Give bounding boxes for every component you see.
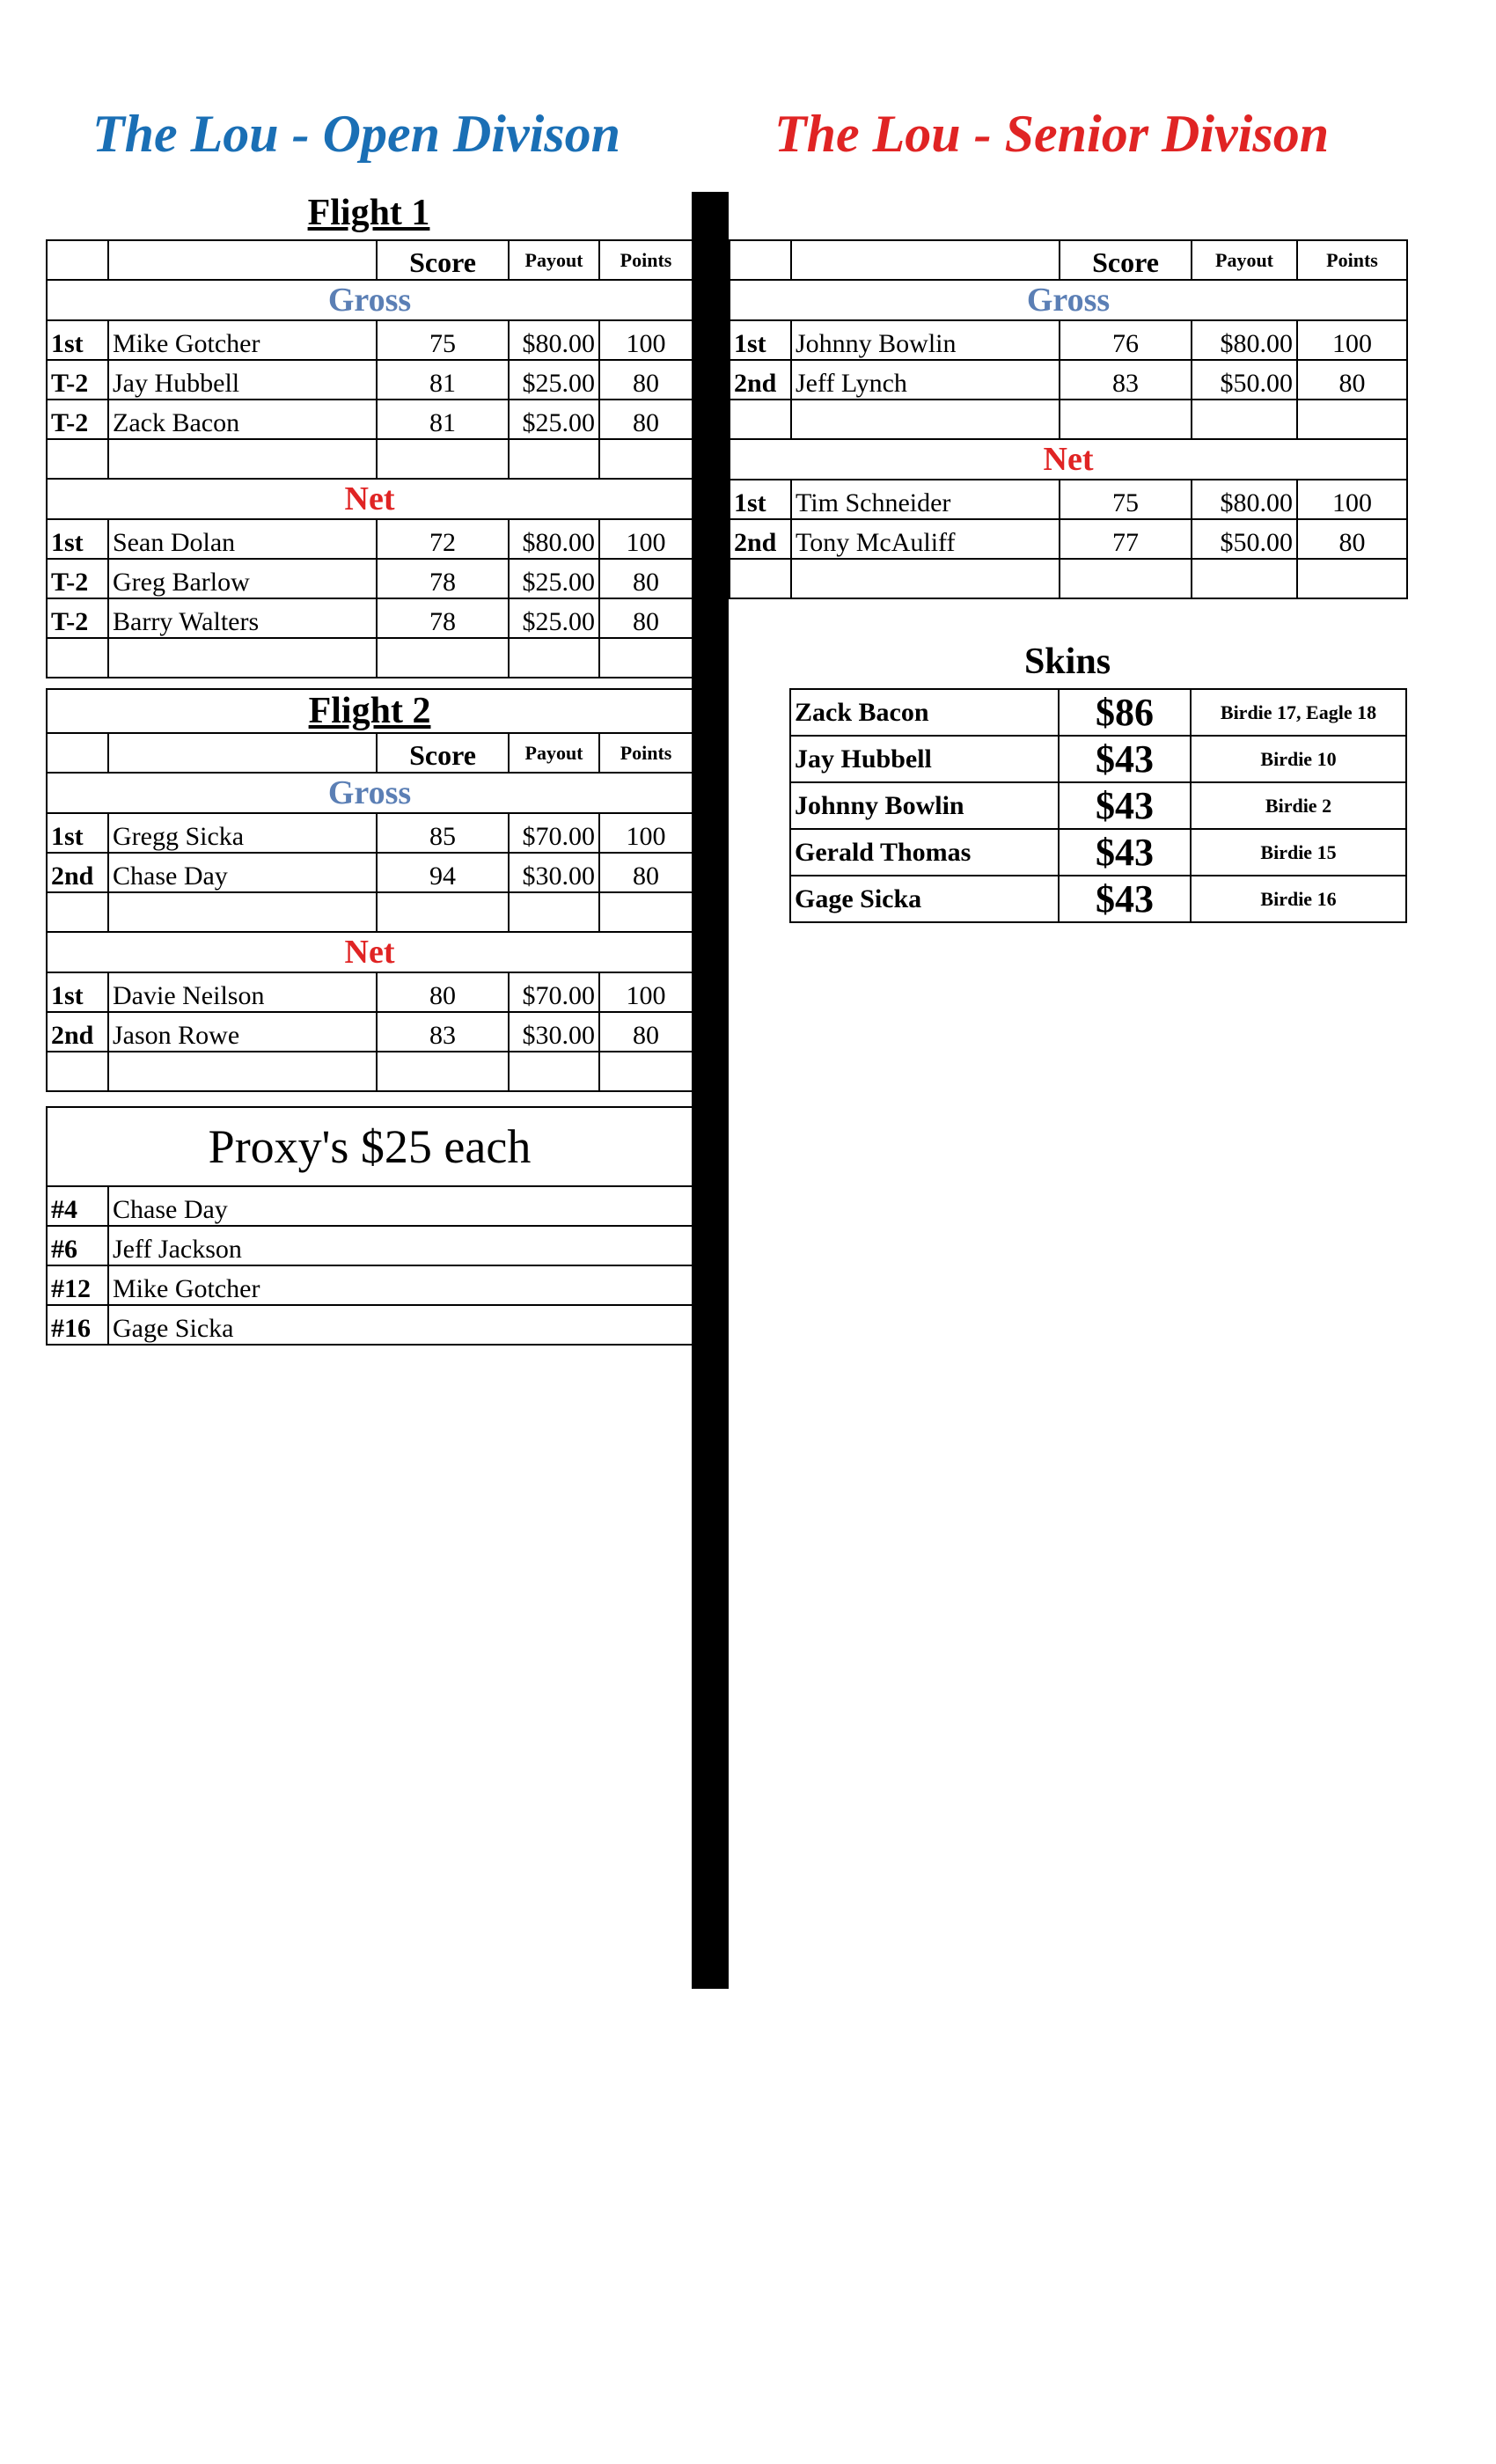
points: 100 <box>1297 480 1407 519</box>
score: 80 <box>377 972 509 1012</box>
table-header-row <box>730 240 1407 280</box>
player-name: Chase Day <box>108 1186 693 1226</box>
position: T-2 <box>47 559 108 598</box>
player-name: Johnny Bowlin <box>790 782 1059 829</box>
payout-header: Payout <box>509 733 599 773</box>
score-header: Score <box>1060 240 1192 280</box>
payout: $25.00 <box>509 559 599 598</box>
hole-number: #6 <box>47 1226 108 1265</box>
points: 80 <box>599 1012 693 1052</box>
points: 100 <box>599 519 693 559</box>
table-row <box>47 320 693 360</box>
payout: $30.00 <box>509 1012 599 1052</box>
proxies-table <box>46 1106 693 1346</box>
player-name: Mike Gotcher <box>108 320 377 360</box>
table-header-row <box>47 733 693 773</box>
player-name: Davie Neilson <box>108 972 377 1012</box>
skin-note: Birdie 16 <box>1191 876 1406 922</box>
position: 2nd <box>47 1012 108 1052</box>
player-name: Tony McAuliff <box>791 519 1060 559</box>
score: 77 <box>1060 519 1192 559</box>
score: 78 <box>377 559 509 598</box>
position: 2nd <box>730 519 791 559</box>
position: 1st <box>47 972 108 1012</box>
points: 100 <box>599 972 693 1012</box>
skin-note: Birdie 10 <box>1191 736 1406 782</box>
position: T-2 <box>47 360 108 400</box>
list-item <box>47 1305 693 1345</box>
points: 100 <box>599 320 693 360</box>
payout: $70.00 <box>509 972 599 1012</box>
column-divider <box>692 192 729 1989</box>
net-label: Net <box>47 479 693 519</box>
empty-row <box>47 439 693 479</box>
score: 81 <box>377 360 509 400</box>
player-name: Gage Sicka <box>108 1305 693 1345</box>
empty-row <box>47 638 693 678</box>
position: 2nd <box>730 360 791 400</box>
gross-label: Gross <box>47 773 693 813</box>
player-name: Tim Schneider <box>791 480 1060 519</box>
payout: $80.00 <box>509 519 599 559</box>
player-name: Barry Walters <box>108 598 377 638</box>
flight1-title: Flight 1 <box>307 193 430 233</box>
score: 75 <box>1060 480 1192 519</box>
empty-row <box>730 400 1407 439</box>
player-name: Gage Sicka <box>790 876 1059 922</box>
open-division-title: The Lou - Open Divison <box>92 105 620 163</box>
payout: $25.00 <box>509 598 599 638</box>
skin-note: Birdie 2 <box>1191 782 1406 829</box>
player-name: Jeff Lynch <box>791 360 1060 400</box>
position: 2nd <box>47 853 108 892</box>
position: 1st <box>47 519 108 559</box>
net-label: Net <box>730 439 1407 480</box>
skins-title: Skins <box>1023 642 1111 682</box>
score: 81 <box>377 400 509 439</box>
payout-header: Payout <box>509 240 599 280</box>
hole-number: #12 <box>47 1265 108 1305</box>
net-label: Net <box>47 932 693 972</box>
payout: $80.00 <box>509 320 599 360</box>
table-row <box>47 972 693 1012</box>
payout: $25.00 <box>509 360 599 400</box>
table-row <box>730 480 1407 519</box>
list-item <box>47 1226 693 1265</box>
score: 75 <box>377 320 509 360</box>
score: 85 <box>377 813 509 853</box>
table-row <box>47 360 693 400</box>
player-name: Greg Barlow <box>108 559 377 598</box>
player-name: Jay Hubbell <box>108 360 377 400</box>
proxies-title: Proxy's $25 each <box>47 1107 693 1186</box>
score: 78 <box>377 598 509 638</box>
player-name: Chase Day <box>108 853 377 892</box>
list-item <box>47 1265 693 1305</box>
skin-amount: $43 <box>1059 782 1191 829</box>
table-row <box>730 360 1407 400</box>
payout: $80.00 <box>1192 320 1297 360</box>
payout-header: Payout <box>1192 240 1297 280</box>
player-name: Jay Hubbell <box>790 736 1059 782</box>
score-header: Score <box>377 733 509 773</box>
player-name: Gerald Thomas <box>790 829 1059 876</box>
points: 100 <box>599 813 693 853</box>
gross-label: Gross <box>730 280 1407 320</box>
payout: $25.00 <box>509 400 599 439</box>
senior-table <box>729 239 1408 599</box>
position: T-2 <box>47 400 108 439</box>
points-header: Points <box>599 733 693 773</box>
player-name: Johnny Bowlin <box>791 320 1060 360</box>
player-name: Zack Bacon <box>108 400 377 439</box>
list-item <box>47 1186 693 1226</box>
table-row <box>47 519 693 559</box>
skin-amount: $86 <box>1059 689 1191 736</box>
skin-note: Birdie 17, Eagle 18 <box>1191 689 1406 736</box>
position: T-2 <box>47 598 108 638</box>
points-header: Points <box>1297 240 1407 280</box>
payout: $50.00 <box>1192 360 1297 400</box>
player-name: Mike Gotcher <box>108 1265 693 1305</box>
payout: $80.00 <box>1192 480 1297 519</box>
hole-number: #4 <box>47 1186 108 1226</box>
payout: $50.00 <box>1192 519 1297 559</box>
table-row <box>730 320 1407 360</box>
table-header-row <box>47 240 693 280</box>
player-name: Zack Bacon <box>790 689 1059 736</box>
player-name: Jeff Jackson <box>108 1226 693 1265</box>
points: 80 <box>1297 360 1407 400</box>
hole-number: #16 <box>47 1305 108 1345</box>
position: 1st <box>730 480 791 519</box>
position: 1st <box>730 320 791 360</box>
payout: $30.00 <box>509 853 599 892</box>
table-row <box>47 1012 693 1052</box>
points: 80 <box>599 360 693 400</box>
position: 1st <box>47 813 108 853</box>
table-row <box>730 519 1407 559</box>
points: 80 <box>599 400 693 439</box>
score: 94 <box>377 853 509 892</box>
senior-division-title: The Lou - Senior Divison <box>774 105 1330 163</box>
empty-row <box>47 892 693 932</box>
skins-table <box>729 688 1407 923</box>
skin-amount: $43 <box>1059 876 1191 922</box>
score-header: Score <box>377 240 509 280</box>
open-flight1-table <box>46 239 693 678</box>
gross-label: Gross <box>47 280 693 320</box>
empty-row <box>47 1052 693 1091</box>
skin-amount: $43 <box>1059 736 1191 782</box>
open-flight2-table <box>46 688 693 1092</box>
position: 1st <box>47 320 108 360</box>
points: 80 <box>599 853 693 892</box>
table-row <box>47 559 693 598</box>
table-row <box>47 598 693 638</box>
table-row <box>47 853 693 892</box>
skin-amount: $43 <box>1059 829 1191 876</box>
skin-note: Birdie 15 <box>1191 829 1406 876</box>
table-row <box>729 782 1406 829</box>
score: 72 <box>377 519 509 559</box>
points: 100 <box>1297 320 1407 360</box>
points: 80 <box>1297 519 1407 559</box>
player-name: Sean Dolan <box>108 519 377 559</box>
table-row <box>47 400 693 439</box>
points: 80 <box>599 598 693 638</box>
player-name: Gregg Sicka <box>108 813 377 853</box>
points: 80 <box>599 559 693 598</box>
table-row <box>729 829 1406 876</box>
payout: $70.00 <box>509 813 599 853</box>
points-header: Points <box>599 240 693 280</box>
empty-row <box>730 559 1407 598</box>
table-row <box>729 689 1406 736</box>
table-row <box>47 813 693 853</box>
score: 76 <box>1060 320 1192 360</box>
table-row <box>729 876 1406 922</box>
flight2-title: Flight 2 <box>47 689 693 733</box>
player-name: Jason Rowe <box>108 1012 377 1052</box>
table-row <box>729 736 1406 782</box>
score: 83 <box>377 1012 509 1052</box>
score: 83 <box>1060 360 1192 400</box>
